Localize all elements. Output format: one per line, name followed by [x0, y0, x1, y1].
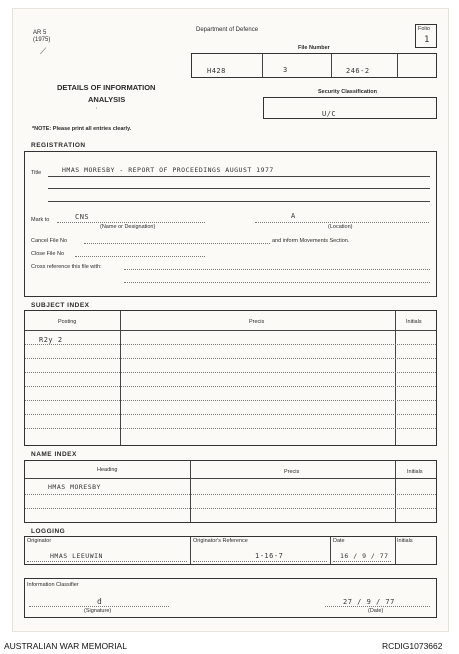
table-row-line: [25, 358, 436, 359]
crossref-label: Cross reference this file with:: [31, 264, 102, 270]
form-code: AR 5: [33, 30, 47, 36]
col-heading: Heading: [97, 467, 118, 473]
folio-number: 1: [424, 35, 430, 45]
form-title-line2: ANALYSIS: [88, 95, 126, 104]
column-divider: [120, 311, 121, 445]
tick-mark: ': [96, 108, 98, 114]
name-entry: HMAS MORESBY: [48, 483, 101, 491]
file-number-part: 246-2: [346, 67, 370, 75]
close-label: Close File No: [31, 251, 65, 257]
subject-index-title: SUBJECT INDEX: [31, 302, 90, 309]
col-precis: Precis: [284, 469, 300, 475]
cancel-line: [84, 243, 270, 244]
record-id: RCDIG1073662: [382, 641, 443, 651]
column-divider: [190, 461, 191, 522]
table-row-line: [25, 414, 436, 415]
subject-index-table: [24, 310, 437, 446]
logging-box: [24, 536, 437, 565]
signature-line: [29, 606, 169, 607]
mark-to-line: [57, 222, 205, 223]
signature-caption: (Signature): [84, 608, 112, 614]
file-number-divider: [262, 54, 263, 77]
table-row-line: [25, 400, 436, 401]
name-caption: (Name or Designation): [100, 224, 156, 230]
file-number-label: File Number: [298, 45, 330, 51]
signature-value: d: [97, 597, 103, 606]
date-value: 16 / 9 / 77: [340, 552, 389, 560]
column-divider: [395, 311, 396, 445]
file-number-divider: [397, 54, 398, 77]
table-row-line: [25, 428, 436, 429]
table-row-line: [25, 508, 436, 509]
crossref-line: [124, 269, 430, 270]
date-line: [325, 606, 430, 607]
column-divider: [330, 537, 331, 564]
classifier-label: Information Classifier: [27, 582, 79, 588]
table-row-line: [25, 386, 436, 387]
entry-line: [333, 561, 391, 562]
name-index-title: NAME INDEX: [31, 451, 77, 458]
col-initials: Initials: [407, 469, 423, 475]
reference-value: 1-16-7: [255, 552, 284, 560]
entry-line: [193, 561, 327, 562]
entry-line: [27, 561, 187, 562]
col-initials: Initials: [406, 319, 422, 325]
date-label: Date: [333, 538, 345, 544]
table-row-line: [25, 494, 436, 495]
title-line: [48, 188, 430, 189]
table-row-line: [25, 372, 436, 373]
column-divider: [395, 537, 396, 564]
security-box: [263, 97, 437, 119]
form-year: (1975): [33, 37, 51, 43]
location-caption: (Location): [328, 224, 353, 230]
file-number-box: [191, 53, 437, 78]
file-number-divider: [331, 54, 332, 77]
originator-value: HMAS LEEUWIN: [50, 552, 103, 560]
cancel-suffix: and inform Movements Section.: [272, 238, 350, 244]
form-title-line1: DETAILS OF INFORMATION: [57, 83, 156, 92]
file-number-part: H428: [207, 67, 226, 75]
mark-to-value: CNS: [75, 213, 90, 221]
title-value: HMAS MORESBY - REPORT OF PROCEEDINGS AUGUST 1977: [62, 166, 274, 174]
folio-label: Folio: [418, 26, 430, 32]
close-line: [75, 256, 205, 257]
table-row-line: [25, 344, 436, 345]
folio-box: [415, 24, 437, 48]
classifier-box: [24, 578, 437, 618]
title-label: Title: [31, 170, 42, 176]
name-index-table: [24, 460, 437, 523]
location-value: A: [291, 212, 296, 220]
classifier-date-value: 27 / 9 / 77: [343, 598, 395, 606]
crossref-line: [124, 282, 430, 283]
cancel-label: Cancel File No: [31, 238, 68, 244]
title-line: [48, 176, 430, 177]
department-name: Department of Defence: [196, 27, 259, 33]
column-divider: [190, 537, 191, 564]
print-note: *NOTE: Please print all entries clearly.: [32, 126, 132, 132]
logging-title: LOGGING: [31, 528, 66, 535]
header-divider: [25, 330, 436, 331]
originator-label: Originator: [27, 538, 52, 544]
title-line: [48, 201, 430, 202]
security-label: Security Classification: [318, 89, 377, 95]
subject-entry: R2y 2: [39, 336, 63, 344]
reference-label: Originator's Reference: [193, 538, 248, 544]
col-posting: Posting: [58, 319, 77, 325]
archive-name: AUSTRALIAN WAR MEMORIAL: [4, 641, 127, 651]
column-divider: [395, 461, 396, 522]
file-number-part: 3: [283, 66, 288, 74]
col-precis: Precis: [249, 319, 265, 325]
mark-to-label: Mark to: [31, 217, 50, 223]
location-line: [255, 222, 429, 223]
handwritten-mark: ⟋: [40, 46, 47, 56]
date-caption: (Date): [368, 608, 384, 614]
initials-label: Initials: [397, 538, 413, 544]
security-value: U/C: [322, 110, 337, 118]
registration-title: REGISTRATION: [31, 142, 86, 149]
header-divider: [25, 478, 436, 479]
